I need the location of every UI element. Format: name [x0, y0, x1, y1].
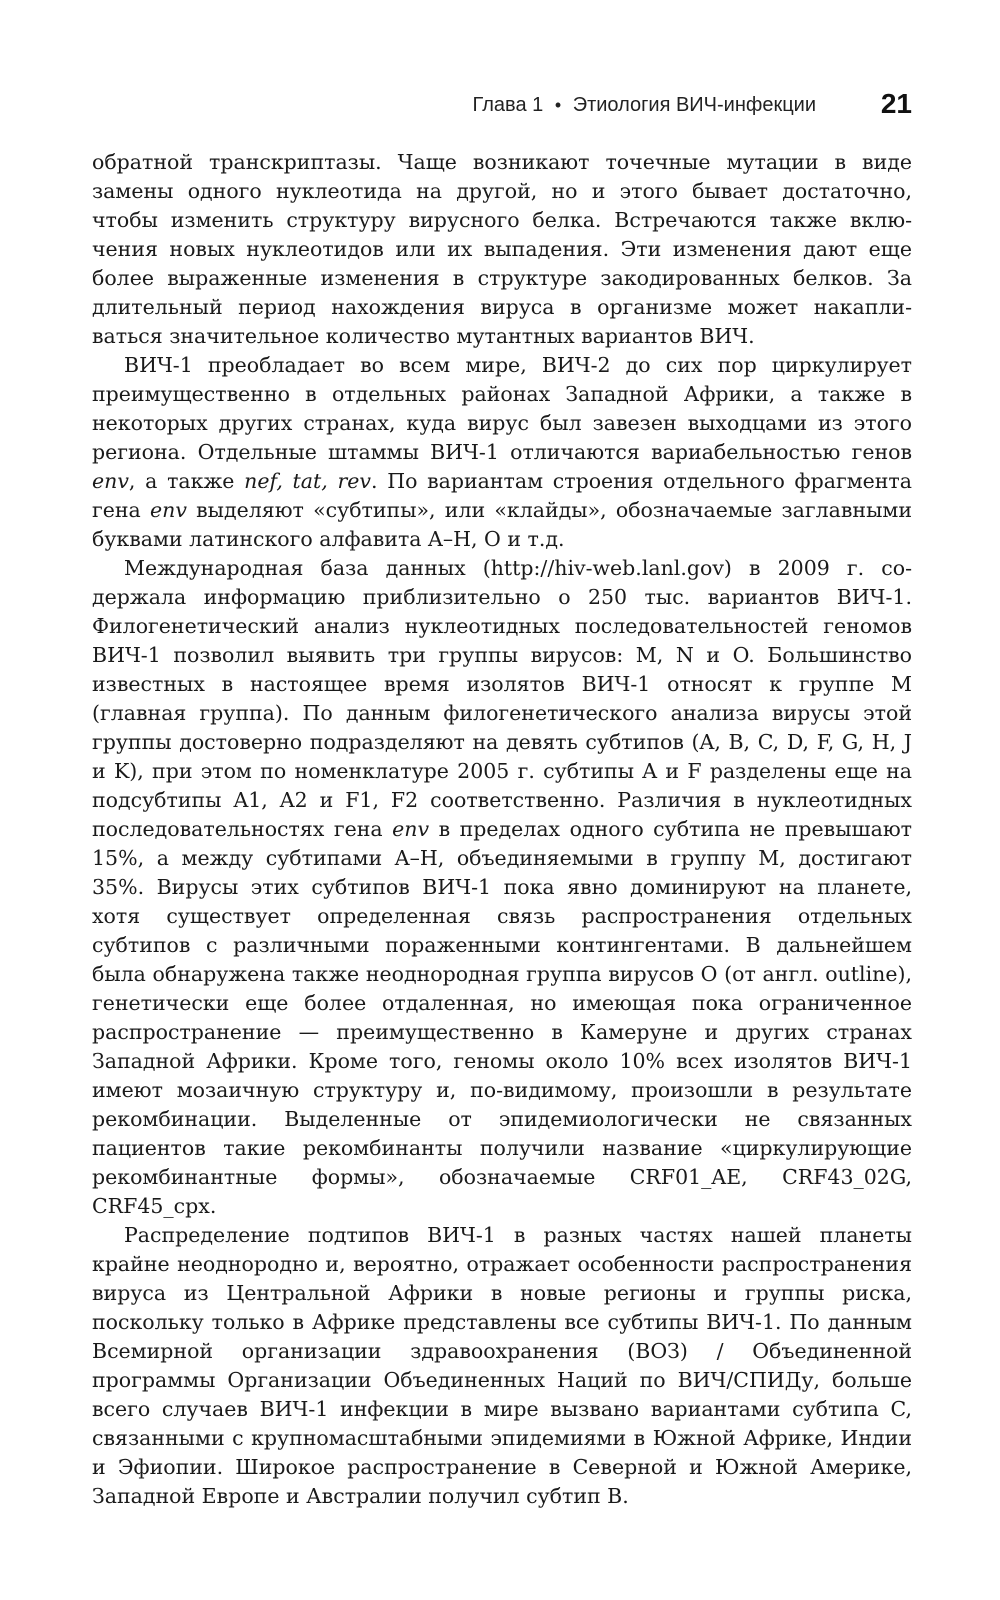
chapter-title: Этиология ВИЧ-инфекции	[572, 94, 816, 116]
italic-term: env	[149, 498, 187, 522]
text-segment: , а также	[128, 469, 245, 493]
paragraph	[92, 148, 912, 351]
running-head-title-line	[473, 94, 816, 117]
text-segment: в пределах одного субтипа не превышают 15%, а между субтипами A–H, объединяемыми в группу M, достигают 35%. Вирусы этих субтипов ВИЧ-1 пока явно доминируют на планете, хотя существует определенная связь распространения отдельных субтипов с различными пораженными контингентами. В дальнейшем была обнаружена также неоднородная группа вирусов O (от англ. outline), генетически еще более отдаленная, но имеющая пока ограниченное распространение — преимущественно в Камеруне и других странах Западной Африки. Кроме того, геномы около 10% всех изолятов ВИЧ-1 имеют мозаичную структуру и, по-видимому, произошли в результате рекомбинации. Выделенные от эпидемиологически не связанных пациентов такие рекомбинанты получили название «циркулирующие рекомбинантные формы», обозначаемые CRF01_AE, CRF43_02G, CRF45_cpx.	[92, 817, 913, 1218]
text-segment: Международная база данных (http://hiv-web.lanl.gov) в 2009 г. содержала информацию приблизительно о 250 тыс. вариантов ВИЧ-1. Филогенетический анализ нуклеотидных последовательностей геномов ВИЧ-1 позволил выявить три группы вирусов: M, N и O. Большинство известных в настоящее время изолятов ВИЧ-1 относят к группе M (главная группа). По данным филогенетического анализа вирусы этой группы достоверно подразделяют на девять субтипов (A, B, C, D, F, G, H, J и K), при этом по номенклатуре 2005 г. субтипы A и F разделены еще на подсубтипы A1, A2 и F1, F2 соответственно. Различия в нуклеотидных последовательностях гена	[92, 556, 912, 841]
running-head	[92, 88, 912, 124]
italic-term: env	[92, 469, 129, 493]
italic-term: nef, tat, rev	[244, 469, 371, 493]
text-segment: . По вариантам строения отдельного фрагмента гена	[92, 469, 912, 522]
text-segment: Распределение подтипов ВИЧ-1 в разных частях нашей планеты крайне неоднородно и, вероятно, отражает особенности распространения вируса из Центральной Африки в новые регионы и группы риска, поскольку только в Африке представлены все субтипы ВИЧ-1. По данным Всемирной организации здравоохранения (ВОЗ) / Объединенной программы Организации Объединенных Наций по ВИЧ/СПИДу, больше всего случаев ВИЧ-1 инфекции в мире вызвано вариантами субтипа C, связанными с крупномасштабными эпидемиями в Южной Африке, Индии и Эфиопии. Широкое распространение в Северной и Южной Америке, Западной Европе и Австралии получил субтип B.	[92, 1223, 912, 1508]
text-segment: обратной транскриптазы. Чаще возникают точечные мутации в виде замены одного нуклеотида на другой, но и этого бывает достаточно, чтобы изменить структуру вирусного белка. Встречаются также включения новых нуклеотидов или их выпадения. Эти изменения дают еще более выраженные изменения в структуре закодированных белков. За длительный период нахождения вируса в организме может накапливаться значительное количество мутантных вариантов ВИЧ.	[92, 150, 912, 348]
italic-term: env	[392, 817, 430, 841]
chapter-label: Глава 1	[472, 94, 544, 116]
text-segment: выделяют «субтипы», или «клайды», обозначаемые заглавными буквами латинского алфавита A–H, O и т.д.	[92, 498, 912, 551]
paragraph	[92, 351, 912, 554]
body-text	[92, 148, 912, 1511]
paragraph	[92, 1221, 912, 1511]
page-number: 21	[880, 88, 912, 119]
bullet-icon: •	[554, 95, 562, 115]
text-segment: ВИЧ-1 преобладает во всем мире, ВИЧ-2 до сих пор циркулирует преимущественно в отдельных районах Западной Африки, а также в некоторых других странах, куда вирус был завезен выходцами из этого региона. Отдельные штаммы ВИЧ-1 отличаются вариабельностью генов	[92, 353, 912, 464]
paragraph	[92, 554, 912, 1221]
